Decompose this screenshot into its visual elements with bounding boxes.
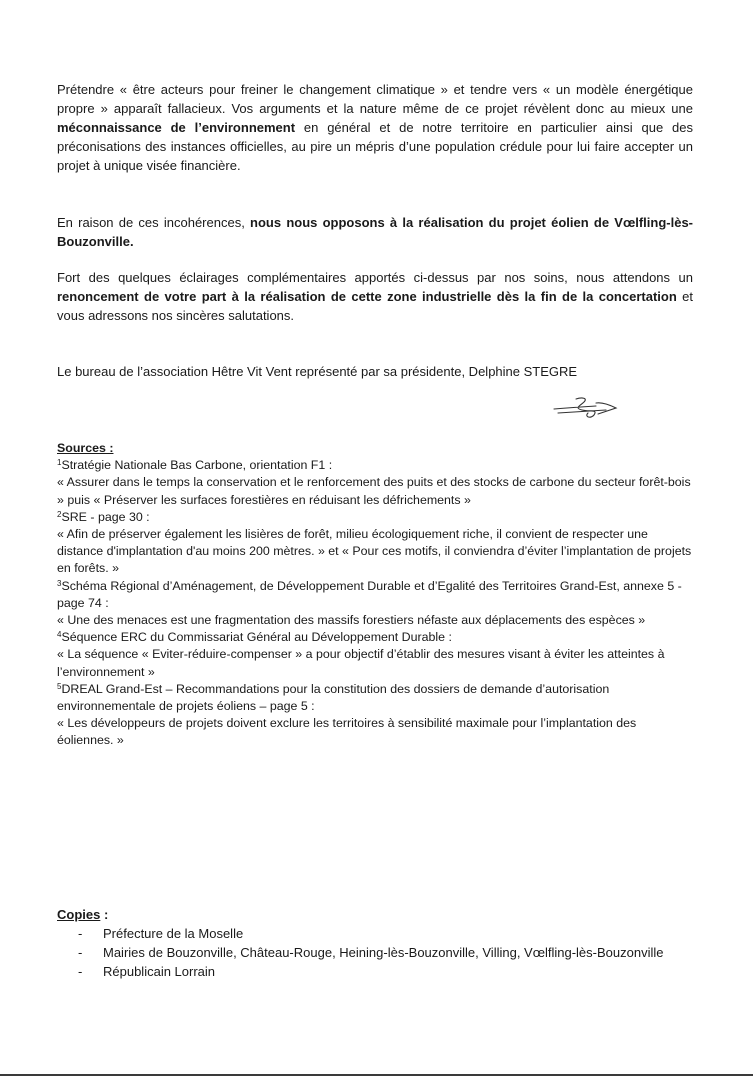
paragraph-demand-bold: renoncement de votre part à la réalisation de cette zone industrielle dès la fin de la concertation xyxy=(57,289,677,304)
paragraph-arguments-text-2: en général et de notre territoire en particulier ainsi que des préconisations des instances officielles, au pire un mépris d’une population crédule pour lui faire accepter un projet à unique visée financière. xyxy=(57,120,693,173)
footnote-number: 2 xyxy=(57,509,62,519)
source-item xyxy=(57,578,695,630)
source-title-text: DREAL Grand-Est – Recommandations pour la constitution des dossiers de demande d’autorisation environnementale de projets éoliens – page 5 : xyxy=(57,681,610,714)
source-item xyxy=(57,509,695,578)
footnote-number: 1 xyxy=(57,458,62,468)
copies-list-item-text: Républicain Lorrain xyxy=(103,964,216,979)
copies-list-item xyxy=(57,924,693,943)
paragraph-opposition xyxy=(57,213,693,251)
source-quote: « Assurer dans le temps la conservation et le renforcement des puits et des stocks de carbone du secteur forêt-bois » puis « Préserver les surfaces forestières en réduisant les défrichements » xyxy=(57,475,691,507)
paragraph-demand xyxy=(57,268,693,325)
source-item xyxy=(57,629,695,681)
source-quote: « Une des menaces est une fragmentation des massifs forestiers néfaste aux déplacements des espèces » xyxy=(57,613,646,628)
source-title-text: Schéma Régional d’Aménagement, de Développement Durable et d’Egalité des Territoires Grand-Est, annexe 5 - page 74 : xyxy=(57,578,682,610)
source-title xyxy=(57,578,695,612)
paragraph-demand-text-1: Fort des quelques éclairages complémentaires apportés ci-dessus par nos soins, nous attendons un xyxy=(57,270,693,285)
dash-bullet: - xyxy=(78,945,83,960)
copies-list-item-text: Préfecture de la Moselle xyxy=(103,926,244,941)
copies-list xyxy=(57,924,693,981)
paragraph-opposition-bold: nous nous opposons à la réalisation du projet éolien de Vœlfling-lès-Bouzonville. xyxy=(57,215,694,249)
source-quote: « Les développeurs de projets doivent exclure les territoires à sensibilité maximale pour l’implantation des éoliennes. » xyxy=(57,716,637,748)
footnote-number: 4 xyxy=(57,630,62,640)
source-title-text: Stratégie Nationale Bas Carbone, orientation F1 : xyxy=(61,458,333,473)
source-title-text: Séquence ERC du Commissariat Général au Développement Durable : xyxy=(61,630,452,645)
closing-signature-line: Le bureau de l’association Hêtre Vit Vent représenté par sa présidente, Delphine STEGRE xyxy=(57,364,578,379)
source-title xyxy=(57,629,695,646)
paragraph-demand-text-2: et vous adressons nos sincères salutations. xyxy=(57,289,693,323)
source-title xyxy=(57,457,695,474)
copies-section xyxy=(57,905,693,981)
paragraph-arguments-bold: méconnaissance de l’environnement xyxy=(57,120,296,135)
sources-section xyxy=(57,440,695,750)
source-title xyxy=(57,509,695,526)
dash-bullet: - xyxy=(78,964,83,979)
copies-list-item xyxy=(57,962,693,981)
dash-bullet: - xyxy=(78,926,83,941)
page-bottom-rule xyxy=(0,1074,753,1076)
source-title xyxy=(57,681,695,715)
source-title-text: SRE - page 30 : xyxy=(61,509,150,524)
source-quote: « Afin de préserver également les lisières de forêt, milieu écologiquement riche, il convient de respecter une distance d'implantation d'au moins 200 mètres. » et « Pour ces motifs, il conviendra d’éviter l’implantation de projets en forêts. » xyxy=(57,527,692,576)
paragraph-arguments xyxy=(57,80,693,175)
copies-heading-colon: : xyxy=(100,907,109,922)
copies-list-item-text: Mairies de Bouzonville, Château-Rouge, Heining-lès-Bouzonville, Villing, Vœlfling-lès-Bouzonville xyxy=(103,945,664,960)
copies-list-item xyxy=(57,943,693,962)
paragraph-arguments-text-1: Prétendre « être acteurs pour freiner le changement climatique » et tendre vers « un modèle énergétique propre » apparaît fallacieux. Vos arguments et la nature même de ce projet révèlent donc au mieux une xyxy=(57,82,693,116)
footnote-number: 5 xyxy=(57,681,62,691)
source-item xyxy=(57,681,695,750)
sources-heading: Sources : xyxy=(57,441,114,455)
source-quote: « La séquence « Eviter-réduire-compenser » a pour objectif d’établir des mesures visant à éviter les atteintes à l’environnement » xyxy=(57,647,665,679)
footnote-number: 3 xyxy=(57,578,62,588)
copies-heading-text: Copies xyxy=(57,907,101,922)
source-item xyxy=(57,457,695,509)
handwritten-signature xyxy=(550,393,622,421)
paragraph-opposition-text: En raison de ces incohérences, xyxy=(57,215,251,230)
copies-heading xyxy=(57,905,693,924)
